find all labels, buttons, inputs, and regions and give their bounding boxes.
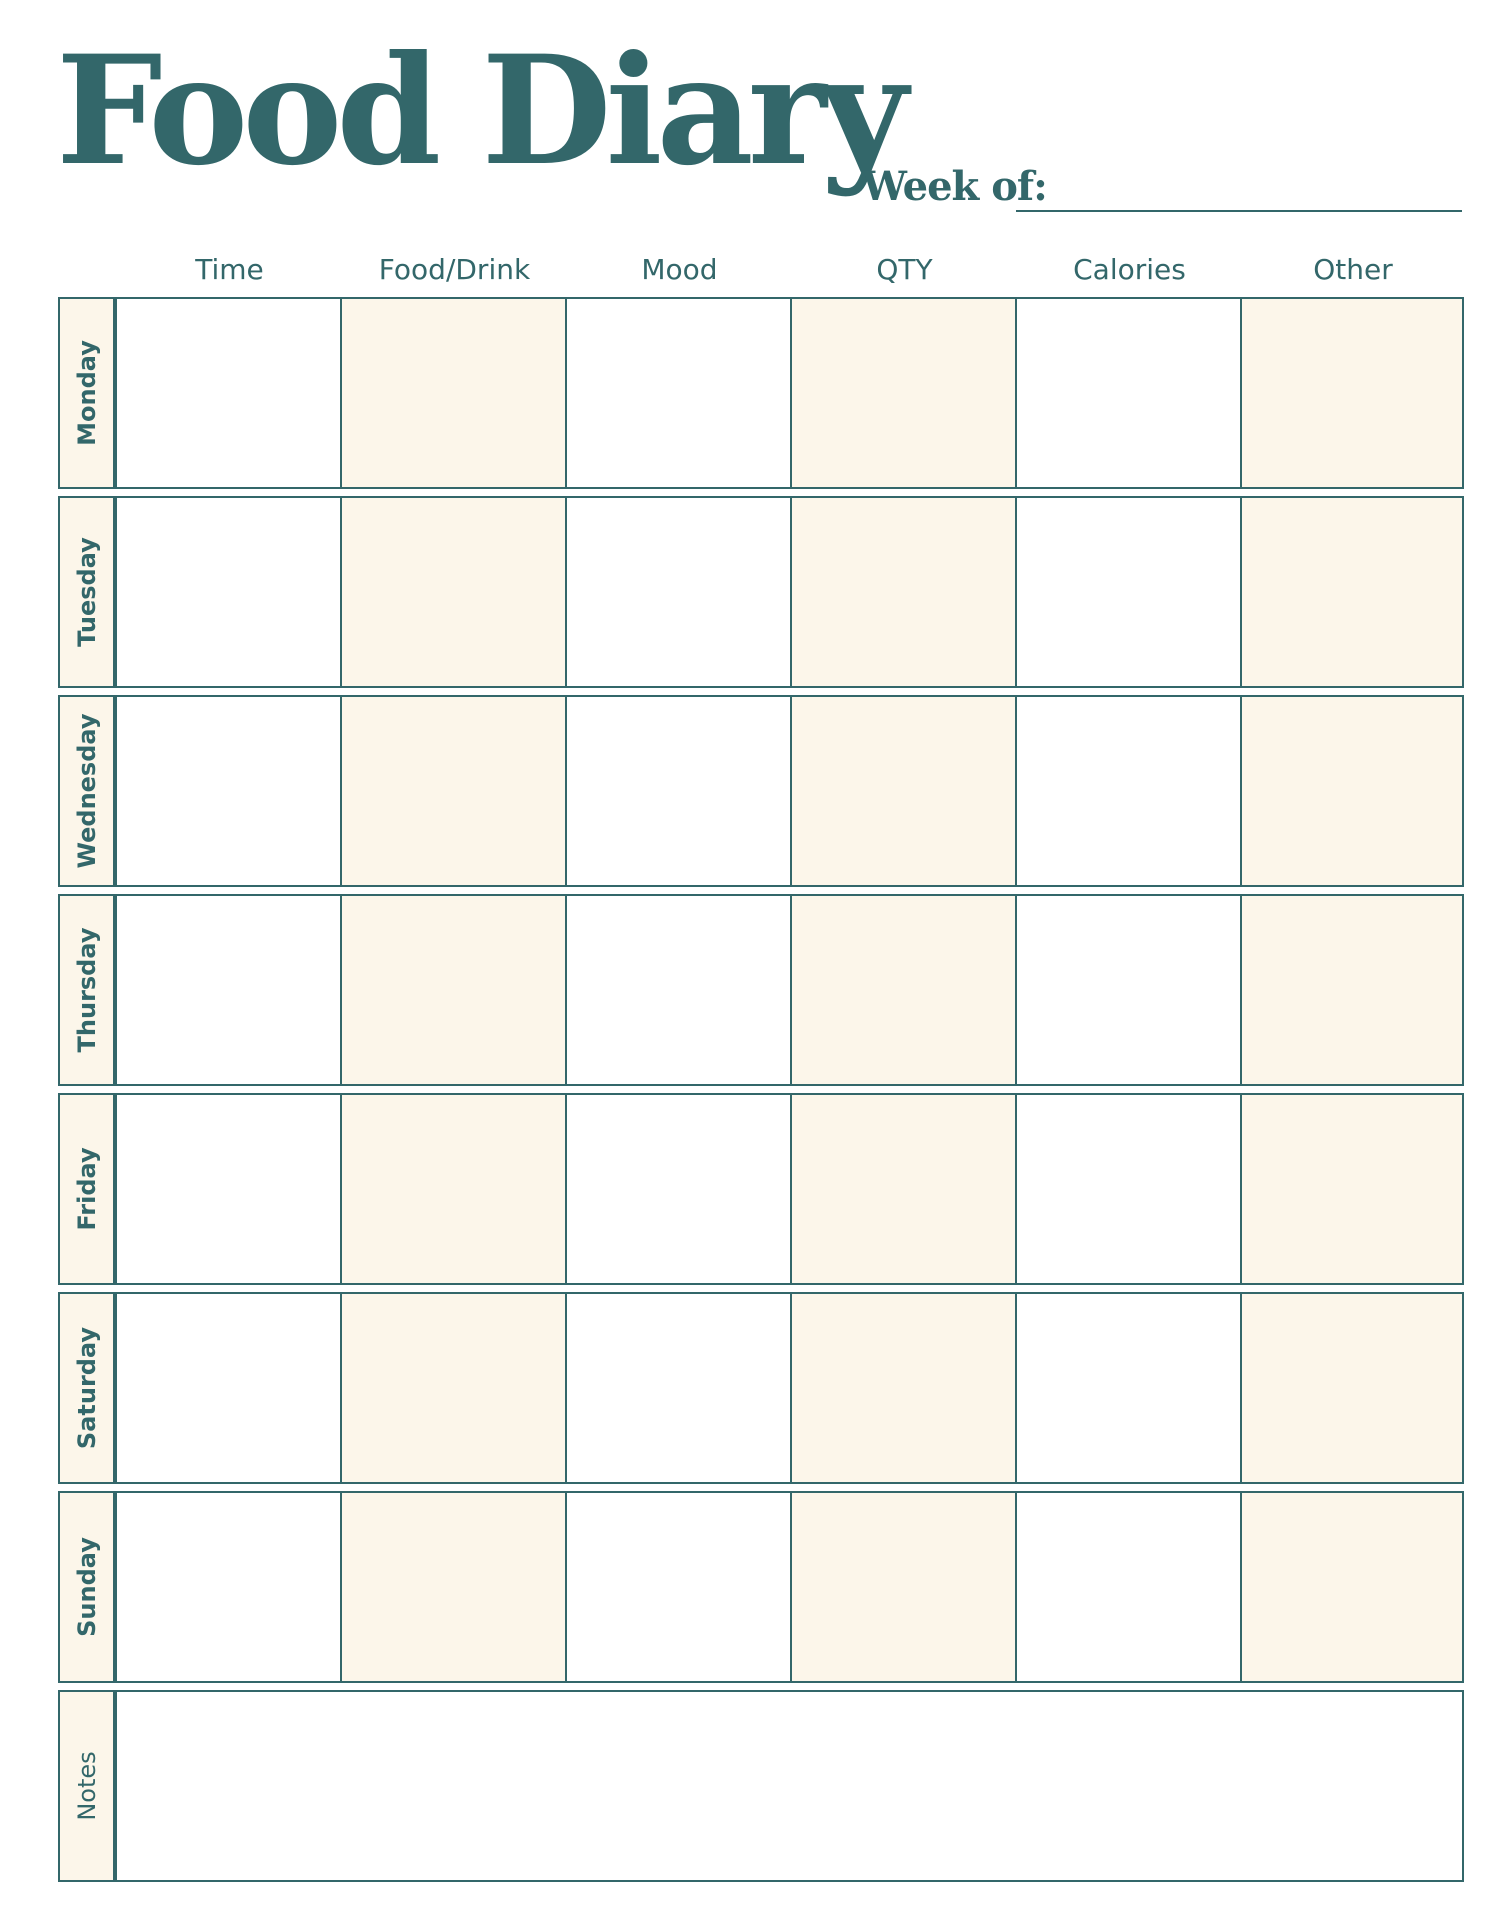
day-label-sunday: Sunday xyxy=(72,1537,101,1637)
day-label-box xyxy=(58,1093,115,1285)
cell-sunday-time[interactable] xyxy=(115,1491,342,1683)
cell-tuesday-food-drink[interactable] xyxy=(340,496,567,688)
day-label-thursday: Thursday xyxy=(72,927,101,1053)
cell-thursday-food-drink[interactable] xyxy=(340,894,567,1086)
cell-sunday-food-drink[interactable] xyxy=(340,1491,567,1683)
cell-monday-calories[interactable] xyxy=(1015,297,1242,489)
notes-label: Notes xyxy=(72,1751,101,1821)
cell-wednesday-other[interactable] xyxy=(1240,695,1464,887)
cell-thursday-calories[interactable] xyxy=(1015,894,1242,1086)
cell-monday-mood[interactable] xyxy=(565,297,792,489)
day-row-wednesday xyxy=(58,695,1464,887)
cell-wednesday-qty[interactable] xyxy=(790,695,1017,887)
day-label-box xyxy=(58,1491,115,1683)
column-header-other: Other xyxy=(1313,253,1393,286)
cell-saturday-food-drink[interactable] xyxy=(340,1292,567,1484)
week-of-field[interactable] xyxy=(862,160,1462,216)
cell-tuesday-qty[interactable] xyxy=(790,496,1017,688)
cell-thursday-other[interactable] xyxy=(1240,894,1464,1086)
cell-monday-food-drink[interactable] xyxy=(340,297,567,489)
cell-sunday-mood[interactable] xyxy=(565,1491,792,1683)
cell-friday-mood[interactable] xyxy=(565,1093,792,1285)
cell-friday-qty[interactable] xyxy=(790,1093,1017,1285)
cell-sunday-qty[interactable] xyxy=(790,1491,1017,1683)
day-row-saturday xyxy=(58,1292,1464,1484)
day-label-saturday: Saturday xyxy=(72,1326,101,1450)
day-row-monday xyxy=(58,297,1464,489)
cell-saturday-calories[interactable] xyxy=(1015,1292,1242,1484)
cell-wednesday-calories[interactable] xyxy=(1015,695,1242,887)
cell-sunday-calories[interactable] xyxy=(1015,1491,1242,1683)
notes-area[interactable] xyxy=(115,1690,1464,1882)
cell-wednesday-mood[interactable] xyxy=(565,695,792,887)
cell-friday-food-drink[interactable] xyxy=(340,1093,567,1285)
cell-saturday-mood[interactable] xyxy=(565,1292,792,1484)
day-label-tuesday: Tuesday xyxy=(72,537,101,647)
column-header-time: Time xyxy=(195,253,264,286)
cell-wednesday-time[interactable] xyxy=(115,695,342,887)
page-title: Food Diary xyxy=(56,23,902,199)
cell-thursday-mood[interactable] xyxy=(565,894,792,1086)
notes-row xyxy=(58,1690,1464,1882)
notes-label-box xyxy=(58,1690,115,1882)
cell-friday-time[interactable] xyxy=(115,1093,342,1285)
cell-tuesday-other[interactable] xyxy=(1240,496,1464,688)
cell-wednesday-food-drink[interactable] xyxy=(340,695,567,887)
cell-friday-calories[interactable] xyxy=(1015,1093,1242,1285)
cell-thursday-time[interactable] xyxy=(115,894,342,1086)
day-label-box xyxy=(58,695,115,887)
cell-monday-other[interactable] xyxy=(1240,297,1464,489)
day-label-monday: Monday xyxy=(72,340,101,446)
cell-saturday-qty[interactable] xyxy=(790,1292,1017,1484)
day-label-box xyxy=(58,1292,115,1484)
week-of-input-line[interactable] xyxy=(1016,210,1462,212)
cell-friday-other[interactable] xyxy=(1240,1093,1464,1285)
day-label-wednesday: Wednesday xyxy=(72,713,101,869)
day-row-thursday xyxy=(58,894,1464,1086)
column-header-calories: Calories xyxy=(1073,253,1186,286)
day-label-friday: Friday xyxy=(72,1147,101,1231)
cell-thursday-qty[interactable] xyxy=(790,894,1017,1086)
column-header-mood: Mood xyxy=(641,253,718,286)
day-label-box xyxy=(58,894,115,1086)
day-row-tuesday xyxy=(58,496,1464,688)
cell-saturday-other[interactable] xyxy=(1240,1292,1464,1484)
column-header-food-drink: Food/Drink xyxy=(378,253,531,286)
week-of-label: Week of: xyxy=(862,163,1047,210)
day-label-box xyxy=(58,297,115,489)
cell-tuesday-calories[interactable] xyxy=(1015,496,1242,688)
cell-saturday-time[interactable] xyxy=(115,1292,342,1484)
cell-tuesday-mood[interactable] xyxy=(565,496,792,688)
cell-sunday-other[interactable] xyxy=(1240,1491,1464,1683)
cell-monday-time[interactable] xyxy=(115,297,342,489)
day-row-friday xyxy=(58,1093,1464,1285)
day-row-sunday xyxy=(58,1491,1464,1683)
cell-tuesday-time[interactable] xyxy=(115,496,342,688)
cell-monday-qty[interactable] xyxy=(790,297,1017,489)
day-label-box xyxy=(58,496,115,688)
column-header-qty: QTY xyxy=(876,253,933,286)
